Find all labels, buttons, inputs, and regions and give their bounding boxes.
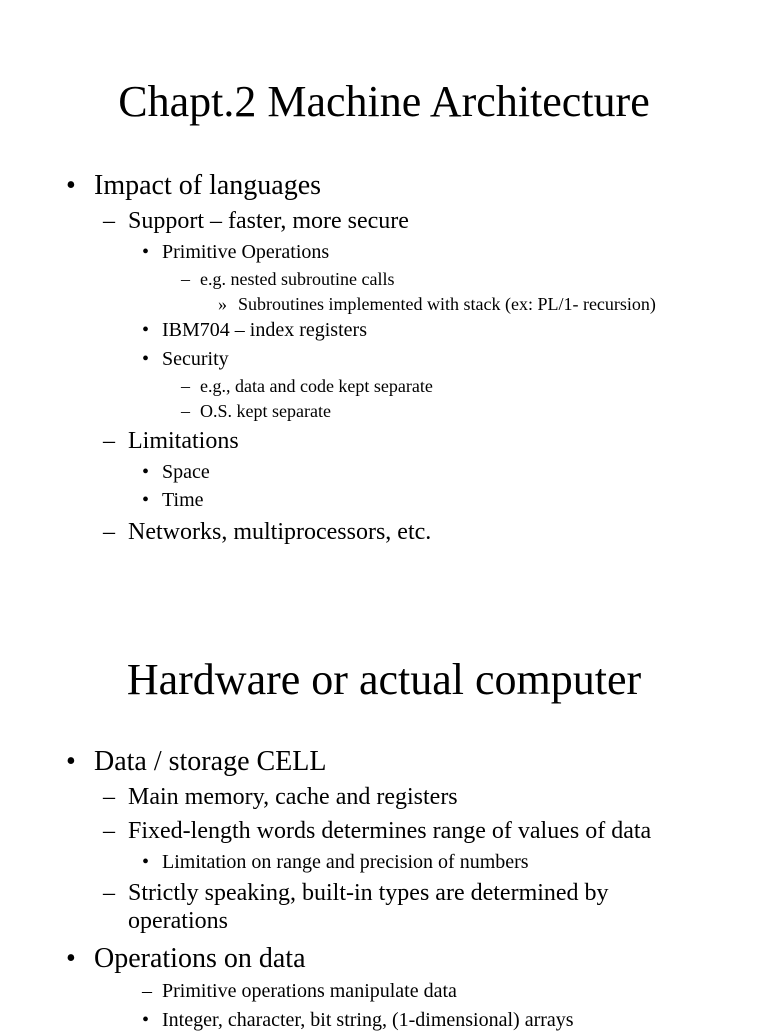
- bullet-marker: –: [103, 818, 115, 844]
- bullet-text: Primitive operations manipulate data: [162, 980, 457, 1002]
- bullet-text: Data / storage CELL: [94, 746, 327, 777]
- bullet-text: Support – faster, more secure: [128, 208, 409, 234]
- bullet-text: Networks, multiprocessors, etc.: [128, 519, 432, 545]
- bullet-marker: •: [66, 746, 76, 777]
- bullet-marker: •: [142, 319, 150, 341]
- bullet-marker: •: [142, 851, 150, 873]
- bullet-marker: –: [103, 428, 115, 454]
- bullet-text: Limitations: [128, 428, 239, 454]
- slide-title: Chapt.2 Machine Architecture: [118, 77, 650, 126]
- bullet-marker: –: [181, 376, 190, 396]
- bullet-text: Strictly speaking, built-in types are determined by: [128, 880, 609, 906]
- bullet-text: Fixed-length words determines range of values of data: [128, 818, 652, 844]
- bullet-marker: •: [66, 170, 76, 201]
- bullet-text: Impact of languages: [94, 170, 322, 201]
- bullet-marker: –: [103, 208, 115, 234]
- bullet-text: Main memory, cache and registers: [128, 784, 458, 810]
- slide-title: Hardware or actual computer: [126, 655, 642, 704]
- bullet-marker: –: [103, 519, 115, 545]
- bullet-text: e.g. nested subroutine calls: [200, 269, 395, 289]
- bullet-marker: •: [142, 489, 150, 511]
- slide-hardware: [0, 580, 768, 1031]
- bullet-marker: •: [142, 461, 150, 483]
- bullet-text: Time: [162, 489, 204, 511]
- bullet-marker: »: [218, 294, 227, 314]
- bullet-marker: –: [181, 401, 190, 421]
- bullet-text: Space: [162, 461, 210, 483]
- bullet-text: Integer, character, bit string, (1-dimensional) arrays: [162, 1009, 574, 1031]
- bullet-text: Limitation on range and precision of numbers: [162, 851, 529, 873]
- bullet-text: Primitive Operations: [162, 241, 330, 263]
- bullet-text: e.g., data and code kept separate: [200, 376, 433, 396]
- bullet-marker: •: [66, 943, 76, 974]
- bullet-marker: •: [142, 241, 150, 263]
- bullet-text: O.S. kept separate: [200, 401, 331, 421]
- bullet-marker: –: [103, 784, 115, 810]
- bullet-marker: –: [142, 980, 152, 1002]
- bullet-marker: •: [142, 1009, 150, 1031]
- bullet-marker: –: [103, 880, 115, 906]
- bullet-text: Operations on data: [94, 943, 306, 974]
- bullet-text: IBM704 – index registers: [162, 319, 367, 341]
- bullet-text: Security: [162, 348, 229, 370]
- bullet-marker: –: [181, 269, 190, 289]
- bullet-marker: •: [142, 348, 150, 370]
- bullet-continuation: operations: [128, 908, 228, 934]
- bullet-text: Subroutines implemented with stack (ex: PL/1- recursion): [238, 294, 656, 314]
